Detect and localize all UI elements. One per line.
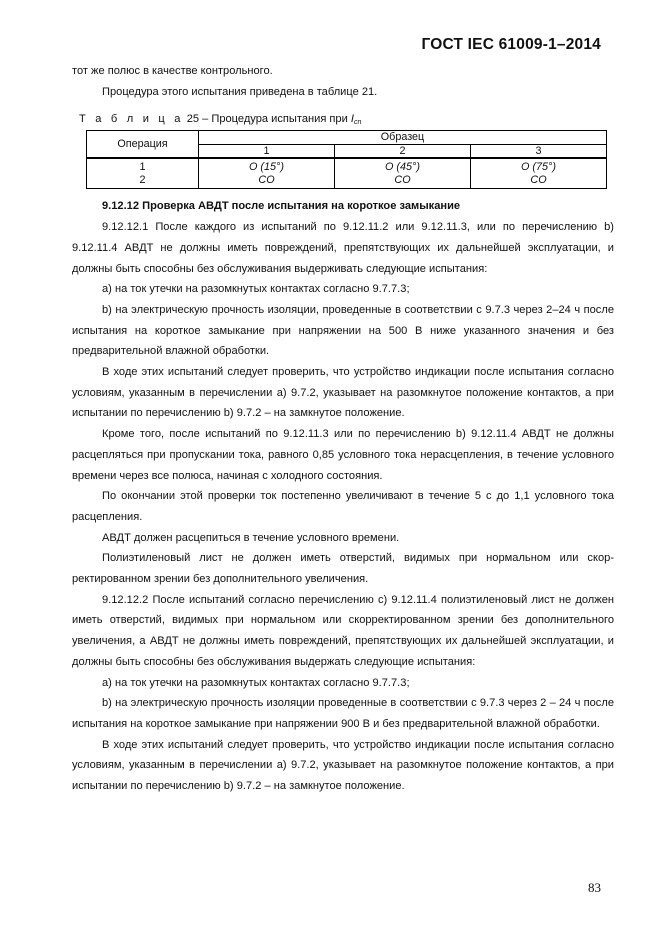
paragraph: АВДТ должен расцепиться в течение условного времени. — [102, 531, 400, 544]
table-cell-text: 1 2 — [139, 161, 146, 186]
page-body — [72, 61, 614, 797]
table-sample-number: 2 — [335, 144, 471, 158]
page-number: 83 — [588, 880, 601, 895]
table-caption-text: 25 – Процедура испытания при — [186, 113, 351, 126]
table-caption — [79, 112, 614, 130]
list-item: a) на ток утечки на разомкнутых контактах согласно 9.7.7.3; — [102, 283, 410, 296]
table-cell — [335, 158, 471, 189]
table-caption-subscript: cn — [353, 119, 362, 127]
list-item: a) на ток утечки на разомкнутых контактах согласно 9.7.7.3; — [102, 676, 410, 689]
table-cell-text: O (15°) CO — [249, 161, 284, 186]
table-caption-symbol: I — [350, 113, 354, 126]
list-item: b) на электрическую прочность изоляции проведенные в соответствии с 9.7.3 через 2 – 24 ч после испытания на короткое замыкание при напряжении 900 В и без предварительной влажной обработки. — [72, 697, 614, 730]
table-cell — [471, 158, 607, 189]
table-cell — [199, 158, 335, 189]
test-procedure-table — [86, 130, 607, 189]
paragraph: Полиэтиленовый лист не должен иметь отверстий, видимых при нормальном или скорректированном зрении без дополнительного увеличения. — [72, 552, 614, 586]
table-cell-text: O (45°) CO — [385, 161, 420, 186]
paragraph: По окончании этой проверки ток постепенно увеличивают в течение 5 с до 1,1 условного тока расцепления. — [72, 490, 614, 523]
paragraph: 9.12.12.1 После каждого из испытаний по 9.12.11.2 или 9.12.11.3, или по перечислению b) 9.12.11.4 АВДТ не должны иметь повреждений, препятствующих их дальнейшей эксплуатации, и должны быть способны без обслуживания выдерживать следующие испытания: — [72, 221, 614, 275]
paragraph-continuation: тот же полюс в качестве контрольного. — [72, 65, 273, 77]
section-heading: 9.12.12 Проверка АВДТ после испытания на короткое замыкание — [102, 200, 461, 213]
paragraph-table-reference: Процедура этого испытания приведена в таблице 21. — [102, 85, 378, 98]
paragraph: В ходе этих испытаний следует проверить, что устройство индикации после испытания согласно условиям, указанным в перечислении а) 9.7.2, указывает на разомкнутое положение контактов, а при испытании по перечислению b) 9.7.2 – на замкнутое положение. — [72, 366, 614, 420]
paragraph: 9.12.12.2 После испытаний согласно перечислению с) 9.12.11.4 полиэтиленовый лист не должен иметь отверстий, видимых при нормальном или скорректированном зрении без дополнительного увеличения, а АВДТ не должны иметь повреждений, препятствующих их дальнейшей эксплуатации, и должны быть способны без обслуживания выдержать следующие испытания: — [72, 593, 614, 668]
table-header-sample: Образец — [199, 131, 607, 145]
list-item: b) на электрическую прочность изоляции, проведенные в соответствии с 9.7.3 через 2–24 ч после испытания на короткое замыкание при напряжении на 500 В ниже указанного значения и без предварительной влажной обработки. — [72, 303, 614, 358]
paragraph: Кроме того, после испытаний по 9.12.11.3 или по перечислению b) 9.12.11.4 АВДТ не должны расцепляться при пропускании тока, равного 0,85 условного тока нерасцепления, в течение условного времени через все полюса, начиная с холодного состояния. — [72, 428, 614, 482]
table-caption-prefix: Т а б л и ц а — [79, 113, 184, 126]
table-header-operation: Операция — [87, 131, 199, 159]
table-row — [87, 158, 607, 189]
table-cell-operations — [87, 158, 199, 189]
table-cell-text: O (75°) CO — [521, 161, 556, 186]
paragraph: В ходе этих испытаний следует проверить, что устройство индикации после испытания согласно условиям, указанным в перечислении а) 9.7.2, указывает на разомкнутое положение контактов, а при испытании по перечислению b) 9.7.2 – на замкнутое положение. — [72, 738, 614, 793]
table-sample-number: 1 — [199, 144, 335, 158]
document-header: ГОСТ IEC 61009-1–2014 — [421, 36, 601, 53]
table-header-row — [87, 131, 607, 145]
table-sample-number: 3 — [471, 144, 607, 158]
